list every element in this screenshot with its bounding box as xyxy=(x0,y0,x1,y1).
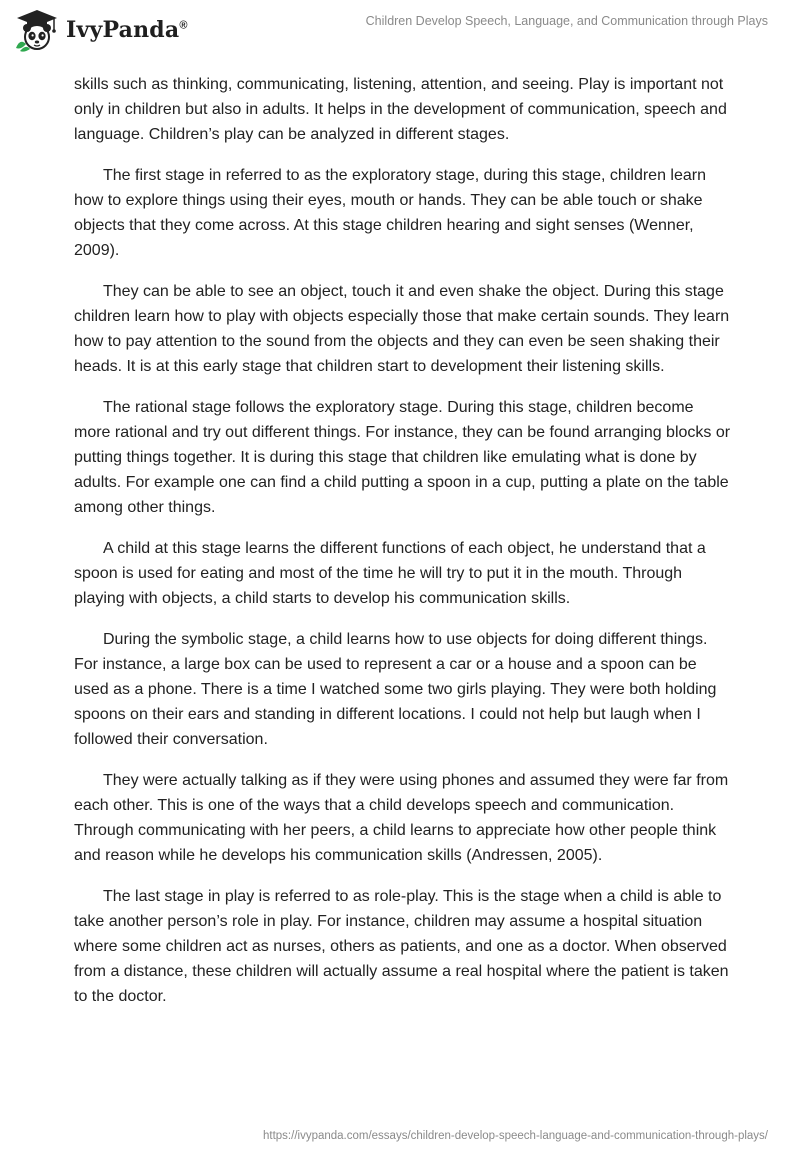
ivypanda-logo[interactable] xyxy=(14,8,188,52)
paragraph: They were actually talking as if they were using phones and assumed they were far from each other. This is one of the ways that a child develops speech and communication. Through communicating with her peers, a child learns to appreciate how other people think and reason while he develops his communication skills (Andressen, 2005). xyxy=(74,772,729,864)
paragraph: They can be able to see an object, touch it and even shake the object. During this stage children learn how to play with objects especially those that make certain sounds. They learn how to pay attention to the sound from the objects and they can even be seen shaking their heads. It is at this early stage that children start to development their listening skills. xyxy=(74,283,730,375)
essay-body xyxy=(74,72,734,1025)
brand-name: IvyPanda® xyxy=(66,17,188,43)
source-url[interactable]: https://ivypanda.com/essays/children-develop-speech-language-and-communication-through-plays/ xyxy=(263,1130,768,1142)
paragraph: During the symbolic stage, a child learns how to use objects for doing different things. For instance, a large box can be used to represent a car or a house and a spoon can be used as a phone. There is a time I watched some two girls playing. They were both holding spoons on their ears and standing in different locations. I could not help but laugh when I followed their conversation. xyxy=(74,631,717,748)
page-header xyxy=(0,0,800,62)
paragraph: skills such as thinking, communicating, listening, attention, and seeing. Play is important not only in children but also in adults. It helps in the development of communication, speech and language. Children’s play can be analyzed in different stages. xyxy=(74,76,727,143)
paragraph: A child at this stage learns the different functions of each object, he understand that a spoon is used for eating and most of the time he will try to put it in the mouth. Through playing with objects, a child starts to develop his communication skills. xyxy=(74,540,706,607)
paragraph: The rational stage follows the exploratory stage. During this stage, children become more rational and try out different things. For instance, they can be found arranging blocks or putting things together. It is during this stage that children like emulating what is done by adults. For example one can find a child putting a spoon in a cup, putting a plate on the table among other things. xyxy=(74,399,731,516)
paragraph: The last stage in play is referred to as role-play. This is the stage when a child is able to take another person’s role in play. For instance, children may assume a hospital situation where some children act as nurses, others as patients, and one as a doctor. When observed from a distance, these children will actually assume a real hospital where the patient is taken to the doctor. xyxy=(74,888,729,1005)
paragraph: The first stage in referred to as the exploratory stage, during this stage, children learn how to explore things using their eyes, mouth or hands. They can be able touch or shake objects that they come across. At this stage children hearing and sight senses (Wenner, 2009). xyxy=(74,167,706,259)
panda-graduate-icon xyxy=(14,8,60,52)
document-title: Children Develop Speech, Language, and Communication through Plays xyxy=(365,14,768,28)
